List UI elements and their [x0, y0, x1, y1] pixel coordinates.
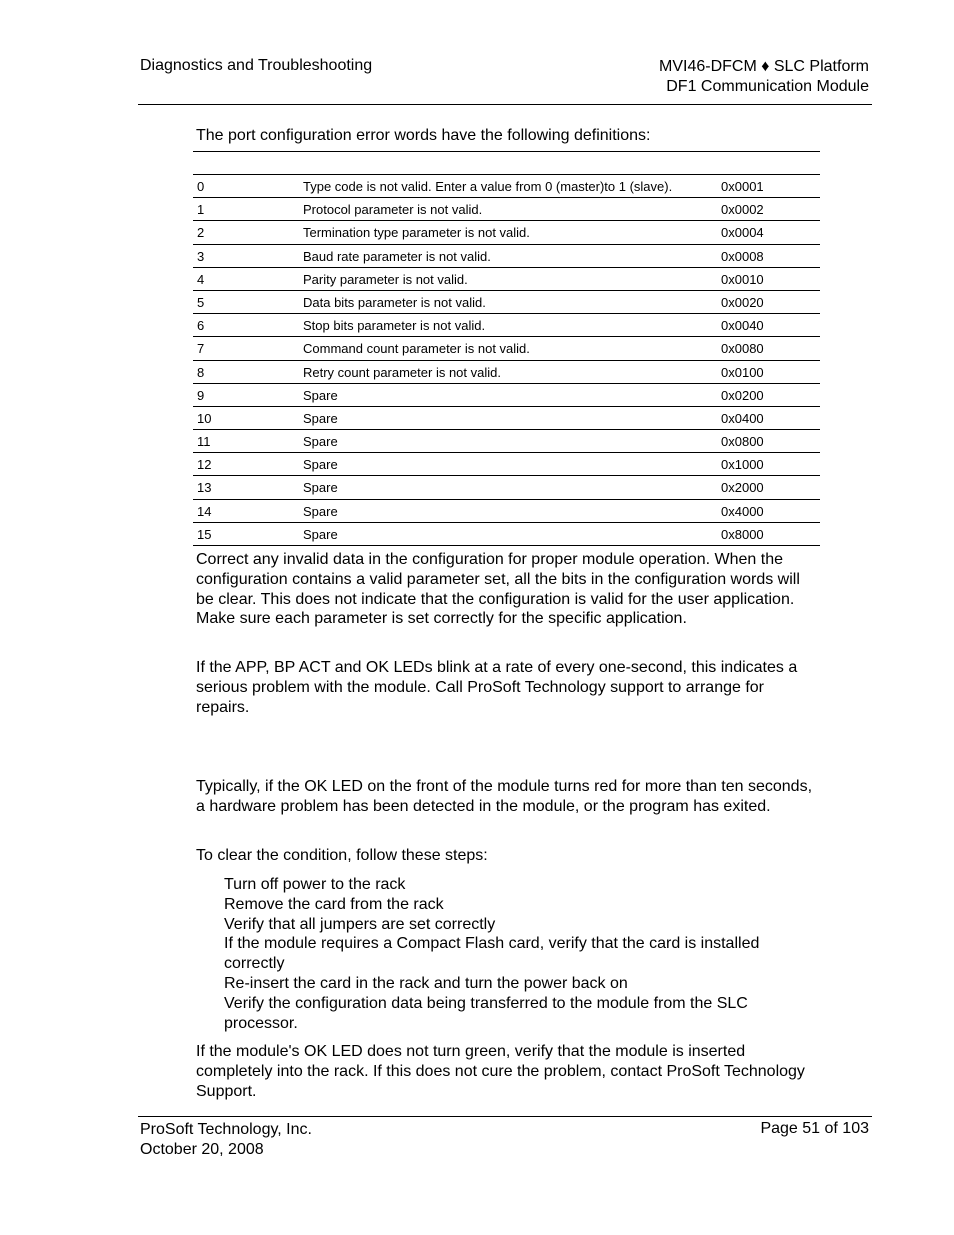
step-item: Verify that all jumpers are set correctly	[224, 915, 496, 933]
row-value-cell: 0x0001	[721, 179, 764, 194]
row-description-cell: Command count parameter is not valid.	[303, 341, 530, 357]
row-bit-cell: 3	[197, 248, 205, 264]
row-bit-cell: 12	[197, 457, 212, 473]
row-value-cell: 0x0004	[721, 225, 764, 241]
table-row	[193, 453, 820, 476]
step-item: If the module requires a Compact Flash card, verify that the card is installed correctly	[224, 935, 760, 973]
row-bit-cell: 7	[197, 341, 205, 357]
step-item: Re-insert the card in the rack and turn the power back on	[224, 974, 628, 992]
row-value-cell: 0x0002	[721, 202, 764, 218]
step-item: Turn off power to the rack	[224, 876, 406, 893]
row-value-cell: 0x8000	[721, 526, 764, 542]
row-description-cell: Spare	[303, 387, 338, 403]
row-description-cell: Spare	[303, 410, 338, 426]
clear-condition-paragraph: To clear the condition, follow these steps:	[196, 847, 488, 864]
row-bit-cell: 1	[197, 202, 205, 218]
table-row	[193, 500, 820, 523]
row-description-cell: Retry count parameter is not valid.	[303, 364, 501, 380]
error-table	[193, 151, 820, 546]
row-value-cell: 0x1000	[721, 457, 764, 473]
header-product-line1: MVI46-DFCM ♦ SLC Platform	[659, 58, 869, 75]
row-value-cell: 0x0008	[721, 248, 764, 264]
row-description-cell: Type code is not valid. Enter a value from 0 (master)to 1 (slave).	[303, 179, 673, 194]
header-section-title: Diagnostics and Troubleshooting	[140, 57, 373, 74]
table-row	[193, 476, 820, 499]
row-description-cell: Parity parameter is not valid.	[303, 271, 468, 287]
table-row	[193, 523, 820, 546]
header-product	[659, 57, 869, 96]
row-description-cell: Baud rate parameter is not valid.	[303, 248, 491, 264]
row-description-cell: Spare	[303, 526, 338, 542]
table-row	[193, 198, 820, 221]
row-value-cell: 0x0800	[721, 434, 764, 450]
table-row	[193, 221, 820, 244]
step-item: Remove the card from the rack	[224, 895, 444, 913]
row-bit-cell: 13	[197, 480, 212, 496]
row-bit-cell: 8	[197, 364, 205, 380]
row-description-cell: Termination type parameter is not valid.	[303, 225, 530, 241]
row-description-cell: Spare	[303, 480, 338, 496]
footer-date: October 20, 2008	[140, 1140, 264, 1158]
row-value-cell: 0x2000	[721, 480, 764, 496]
table-row	[193, 337, 820, 360]
row-value-cell: 0x0010	[721, 271, 764, 287]
row-description-cell: Spare	[303, 503, 338, 519]
intro-text: The port configuration error words have the following definitions:	[196, 127, 651, 144]
steps-list	[224, 875, 809, 1033]
table-row	[193, 245, 820, 268]
row-bit-cell: 5	[197, 294, 205, 310]
row-bit-cell: 2	[197, 225, 205, 241]
step-item: Verify the configuration data being transferred to the module from the SLC processor.	[224, 994, 748, 1032]
row-value-cell: 0x0040	[721, 318, 764, 334]
ok-led-green-paragraph: If the module's OK LED does not turn green, verify that the module is inserted completely into the rack. If this does not cure the problem, contact ProSoft Technology Support.	[196, 1043, 805, 1100]
row-value-cell: 0x0100	[721, 364, 764, 380]
table-row	[193, 384, 820, 407]
table-row	[193, 361, 820, 384]
header-product-line2: DF1 Communication Module	[666, 77, 869, 95]
row-description-cell: Data bits parameter is not valid.	[303, 294, 486, 310]
footer-divider	[138, 1116, 872, 1117]
row-bit-cell: 0	[197, 179, 205, 194]
table-row	[193, 407, 820, 430]
row-value-cell: 0x0080	[721, 341, 764, 357]
ok-led-red-paragraph: Typically, if the OK LED on the front of the module turns red for more than ten seconds, a hardware problem has been detected in the module, or the program has exited.	[196, 778, 813, 815]
correct-data-paragraph: Correct any invalid data in the configuration for proper module operation. When the configuration contains a valid parameter set, all the bits in the configuration words will be clear. This does not indicate that the configuration is valid for the user application. Make sure each parameter is set correctly for the specific application.	[196, 551, 800, 628]
row-bit-cell: 4	[197, 271, 205, 287]
table-row	[193, 268, 820, 291]
table-row	[193, 291, 820, 314]
led-blink-paragraph: If the APP, BP ACT and OK LEDs blink at a rate of every one-second, this indicates a serious problem with the module. Call ProSoft Technology support to arrange for repairs.	[196, 659, 798, 716]
footer-company-info	[140, 1120, 312, 1159]
table-row	[193, 430, 820, 453]
row-description-cell: Protocol parameter is not valid.	[303, 202, 483, 218]
table-row	[193, 175, 820, 198]
table-row	[193, 314, 820, 337]
row-value-cell: 0x0020	[721, 294, 764, 310]
error-table-header	[193, 152, 820, 175]
row-bit-cell: 15	[197, 526, 212, 542]
row-value-cell: 0x4000	[721, 503, 764, 519]
row-bit-cell: 6	[197, 318, 205, 334]
row-bit-cell: 11	[197, 434, 211, 450]
row-description-cell: Spare	[303, 434, 338, 450]
footer-company: ProSoft Technology, Inc.	[140, 1121, 312, 1138]
row-bit-cell: 10	[197, 410, 212, 426]
error-table-body	[193, 175, 820, 546]
header-divider	[138, 104, 872, 105]
row-description-cell: Stop bits parameter is not valid.	[303, 318, 486, 334]
footer-page-number: Page 51 of 103	[760, 1120, 869, 1137]
row-bit-cell: 14	[197, 503, 212, 519]
row-value-cell: 0x0400	[721, 410, 764, 426]
row-description-cell: Spare	[303, 457, 338, 473]
row-value-cell: 0x0200	[721, 387, 764, 403]
row-bit-cell: 9	[197, 387, 205, 403]
